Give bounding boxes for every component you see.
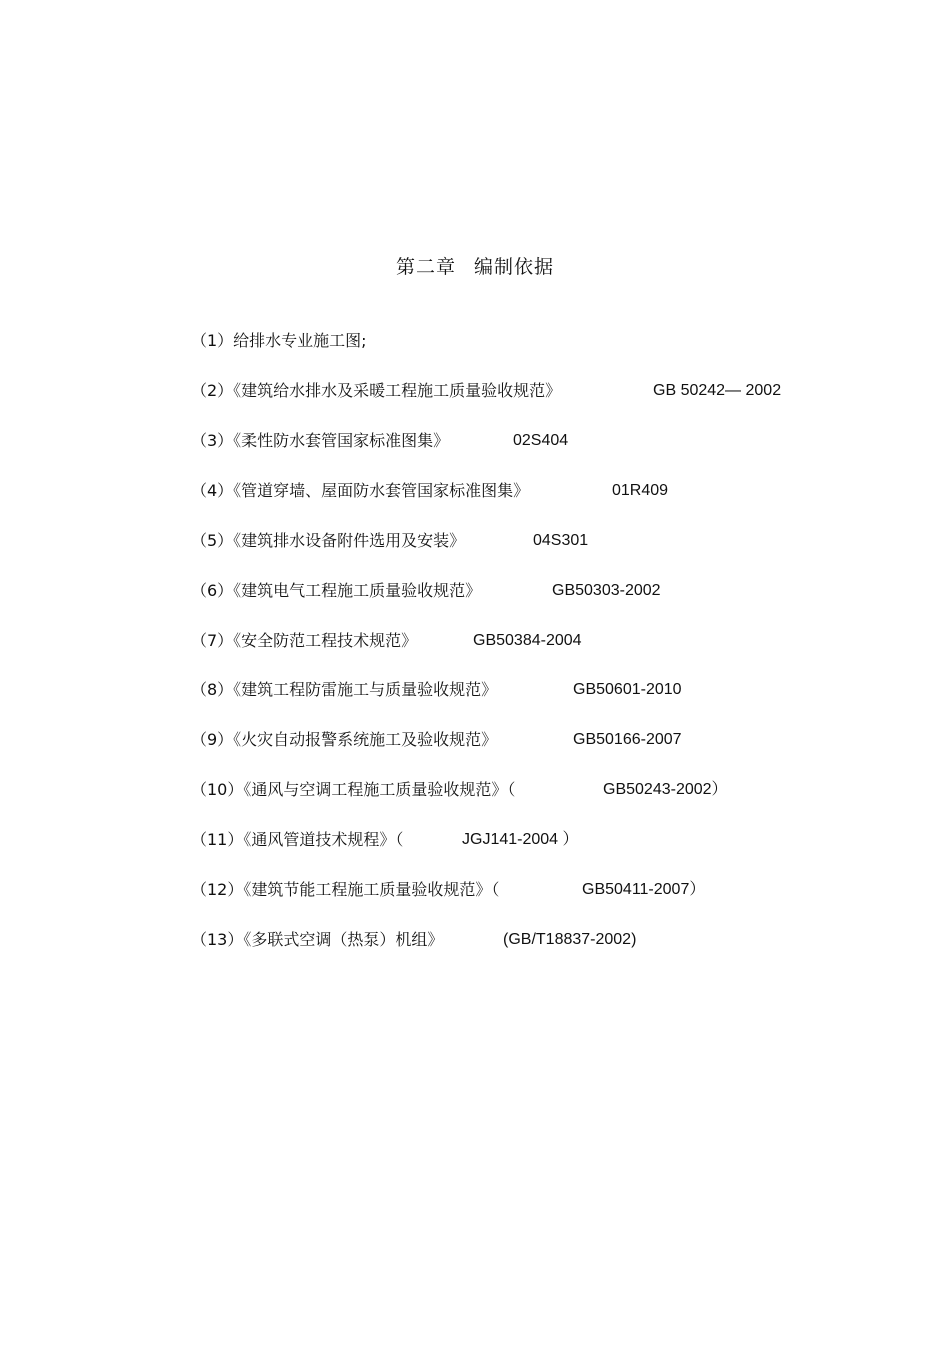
item-label: （12）《建筑节能工程施工质量验收规范》（ <box>191 880 500 899</box>
chapter-title: 编制依据 <box>474 256 555 278</box>
item-label: （6）《建筑电气工程施工质量验收规范》 <box>191 581 482 600</box>
item-code: 04S301 <box>533 532 589 549</box>
list-item <box>191 529 589 553</box>
list-item <box>191 429 569 453</box>
list-item <box>191 678 682 702</box>
item-code: (GB/T18837-2002) <box>503 931 637 948</box>
list-item <box>191 629 582 653</box>
item-label: （3）《柔性防水套管国家标准图集》 <box>191 431 450 450</box>
item-code: GB 50242— 2002 <box>653 382 782 399</box>
item-code: GB50166-2007 <box>573 731 682 748</box>
item-label: （13）《多联式空调（热泵）机组》 <box>191 930 444 949</box>
list-item <box>191 579 661 603</box>
item-code: GB50243-2002） <box>603 781 728 798</box>
list-item <box>191 728 682 752</box>
item-label: （2）《建筑给水排水及采暖工程施工质量验收规范》 <box>191 381 562 400</box>
list-item <box>191 329 367 353</box>
item-label: （10）《通风与空调工程施工质量验收规范》（ <box>191 780 516 799</box>
item-label: （7）《安全防范工程技术规范》 <box>191 631 418 650</box>
list-item <box>191 878 706 902</box>
item-label: （9）《火灾自动报警系统施工及验收规范》 <box>191 730 498 749</box>
list-item <box>191 928 637 952</box>
list-item <box>191 479 669 503</box>
chapter-heading <box>0 252 950 279</box>
item-code: 02S404 <box>513 432 569 449</box>
list-item <box>191 379 782 403</box>
item-code: GB50601-2010 <box>573 681 682 698</box>
item-label: （8）《建筑工程防雷施工与质量验收规范》 <box>191 680 498 699</box>
list-item <box>191 828 579 852</box>
item-code: GB50303-2002 <box>552 582 661 599</box>
item-code: JGJ141-2004 ） <box>462 831 579 848</box>
item-code: GB50411-2007） <box>582 881 706 898</box>
item-label: （1）给排水专业施工图; <box>191 331 367 350</box>
item-code: 01R409 <box>612 482 669 499</box>
item-label: （11）《通风管道技术规程》（ <box>191 830 404 849</box>
list-item <box>191 778 728 802</box>
item-label: （5）《建筑排水设备附件选用及安装》 <box>191 531 466 550</box>
item-code: GB50384-2004 <box>473 632 582 649</box>
item-label: （4）《管道穿墙、屋面防水套管国家标准图集》 <box>191 481 530 500</box>
chapter-number: 第二章 <box>395 256 456 278</box>
